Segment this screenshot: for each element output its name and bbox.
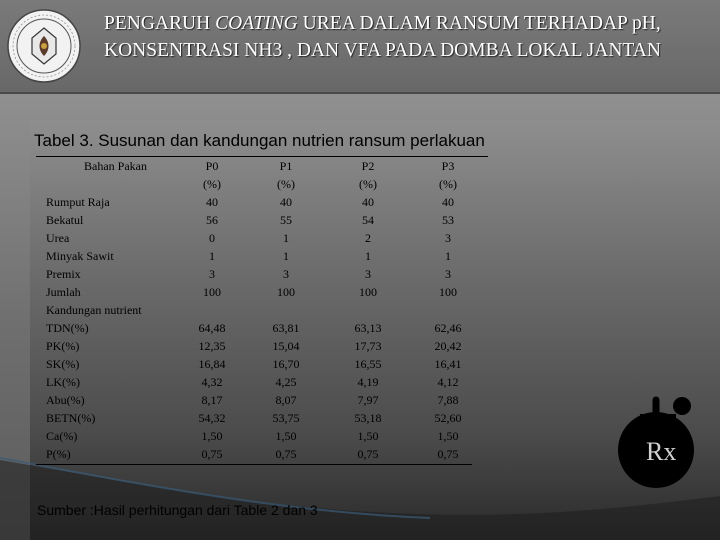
row-value: 1: [209, 249, 215, 263]
row-value: 64,48: [198, 321, 226, 335]
row-value: 62,46: [434, 321, 462, 335]
row-value: 56: [206, 213, 218, 227]
row-value: 40: [206, 195, 218, 209]
row-value: 40: [362, 195, 374, 209]
row-value: 15,04: [272, 339, 300, 353]
header-col-p1: P1: [279, 159, 293, 173]
row-value: 53: [442, 213, 454, 227]
row-value: 0,75: [437, 447, 459, 461]
row-label: LK(%): [46, 375, 80, 389]
row-value: 40: [280, 195, 292, 209]
row-label: Urea: [46, 231, 70, 245]
slide-title: [104, 10, 714, 64]
rx-letters: Rx: [646, 437, 677, 466]
row-value: 4,32: [201, 375, 223, 389]
row-value: 16,41: [434, 357, 462, 371]
row-value: 100: [277, 285, 295, 299]
header-unit-p1: (%): [277, 177, 295, 191]
header-col-p2: P2: [361, 159, 375, 173]
row-value: 3: [445, 267, 451, 281]
row-value: 4,12: [437, 375, 459, 389]
row-value: 3: [445, 231, 451, 245]
row-value: 17,73: [354, 339, 382, 353]
row-value: 63,81: [272, 321, 300, 335]
row-value: 4,19: [357, 375, 379, 389]
row-value: 7,88: [437, 393, 459, 407]
row-label: Rumput Raja: [46, 195, 110, 209]
row-value: 1: [445, 249, 451, 263]
row-value: 16,55: [354, 357, 382, 371]
row-value: 55: [280, 213, 292, 227]
row-value: 3: [283, 267, 289, 281]
row-label: P(%): [46, 447, 71, 461]
header-bahan-pakan: Bahan Pakan: [84, 159, 147, 173]
row-value: 0,75: [201, 447, 223, 461]
row-value: 3: [209, 267, 215, 281]
row-label: Bekatul: [46, 213, 84, 227]
row-value: 100: [439, 285, 457, 299]
header-unit-p0: (%): [203, 177, 221, 191]
row-value: 1: [283, 249, 289, 263]
row-label: Jumlah: [46, 285, 81, 299]
row-value: 100: [359, 285, 377, 299]
row-value: 1,50: [357, 429, 379, 443]
source-note: Sumber :Hasil perhitungan dari Table 2 dan 3: [37, 502, 318, 518]
row-value: 20,42: [434, 339, 462, 353]
title-line2: KONSENTRASI NH3 , DAN VFA PADA DOMBA LOKAL JANTAN: [104, 40, 661, 61]
row-value: 53,18: [354, 411, 382, 425]
row-label: Ca(%): [46, 429, 78, 443]
row-value: 7,97: [357, 393, 379, 407]
row-label: BETN(%): [46, 411, 96, 425]
row-value: 3: [365, 267, 371, 281]
row-value: 100: [203, 285, 221, 299]
row-label: Kandungan nutrient: [46, 303, 142, 317]
rx-mortar-pestle-icon: [612, 392, 706, 492]
slide-header: [0, 0, 720, 94]
row-value: 2: [365, 231, 371, 245]
row-value: 53,75: [272, 411, 300, 425]
row-value: 12,35: [198, 339, 226, 353]
row-value: 63,13: [354, 321, 382, 335]
row-value: 16,70: [272, 357, 300, 371]
row-value: 1,50: [275, 429, 297, 443]
row-label: SK(%): [46, 357, 80, 371]
title-line1-after: UREA DALAM RANSUM TERHADAP pH,: [297, 13, 661, 34]
header-unit-p2: (%): [359, 177, 377, 191]
row-value: 4,25: [275, 375, 297, 389]
row-value: 0: [209, 231, 215, 245]
row-value: 40: [442, 195, 454, 209]
row-label: TDN(%): [46, 321, 89, 335]
header-unit-p3: (%): [439, 177, 457, 191]
row-value: 8,07: [275, 393, 297, 407]
row-value: 54,32: [198, 411, 226, 425]
row-label: Minyak Sawit: [46, 249, 114, 263]
table-title: Tabel 3. Susunan dan kandungan nutrien ransum perlakuan: [34, 131, 485, 150]
row-value: 8,17: [201, 393, 223, 407]
row-label: PK(%): [46, 339, 80, 353]
row-value: 1,50: [437, 429, 459, 443]
row-value: 1,50: [201, 429, 223, 443]
row-value: 0,75: [357, 447, 379, 461]
title-line1-before: PENGARUH: [104, 13, 216, 34]
header-col-p0: P0: [205, 159, 219, 173]
row-value: 0,75: [275, 447, 297, 461]
row-label: Premix: [46, 267, 81, 281]
row-value: 54: [362, 213, 374, 227]
row-value: 1: [365, 249, 371, 263]
title-line1-italic: COATING: [215, 13, 298, 34]
row-value: 52,60: [434, 411, 462, 425]
row-label: Abu(%): [46, 393, 85, 407]
university-seal-icon: [6, 8, 82, 84]
table-bottom-rule: [36, 464, 472, 465]
row-value: 16,84: [198, 357, 226, 371]
header-col-p3: P3: [441, 159, 455, 173]
row-value: 1: [283, 231, 289, 245]
